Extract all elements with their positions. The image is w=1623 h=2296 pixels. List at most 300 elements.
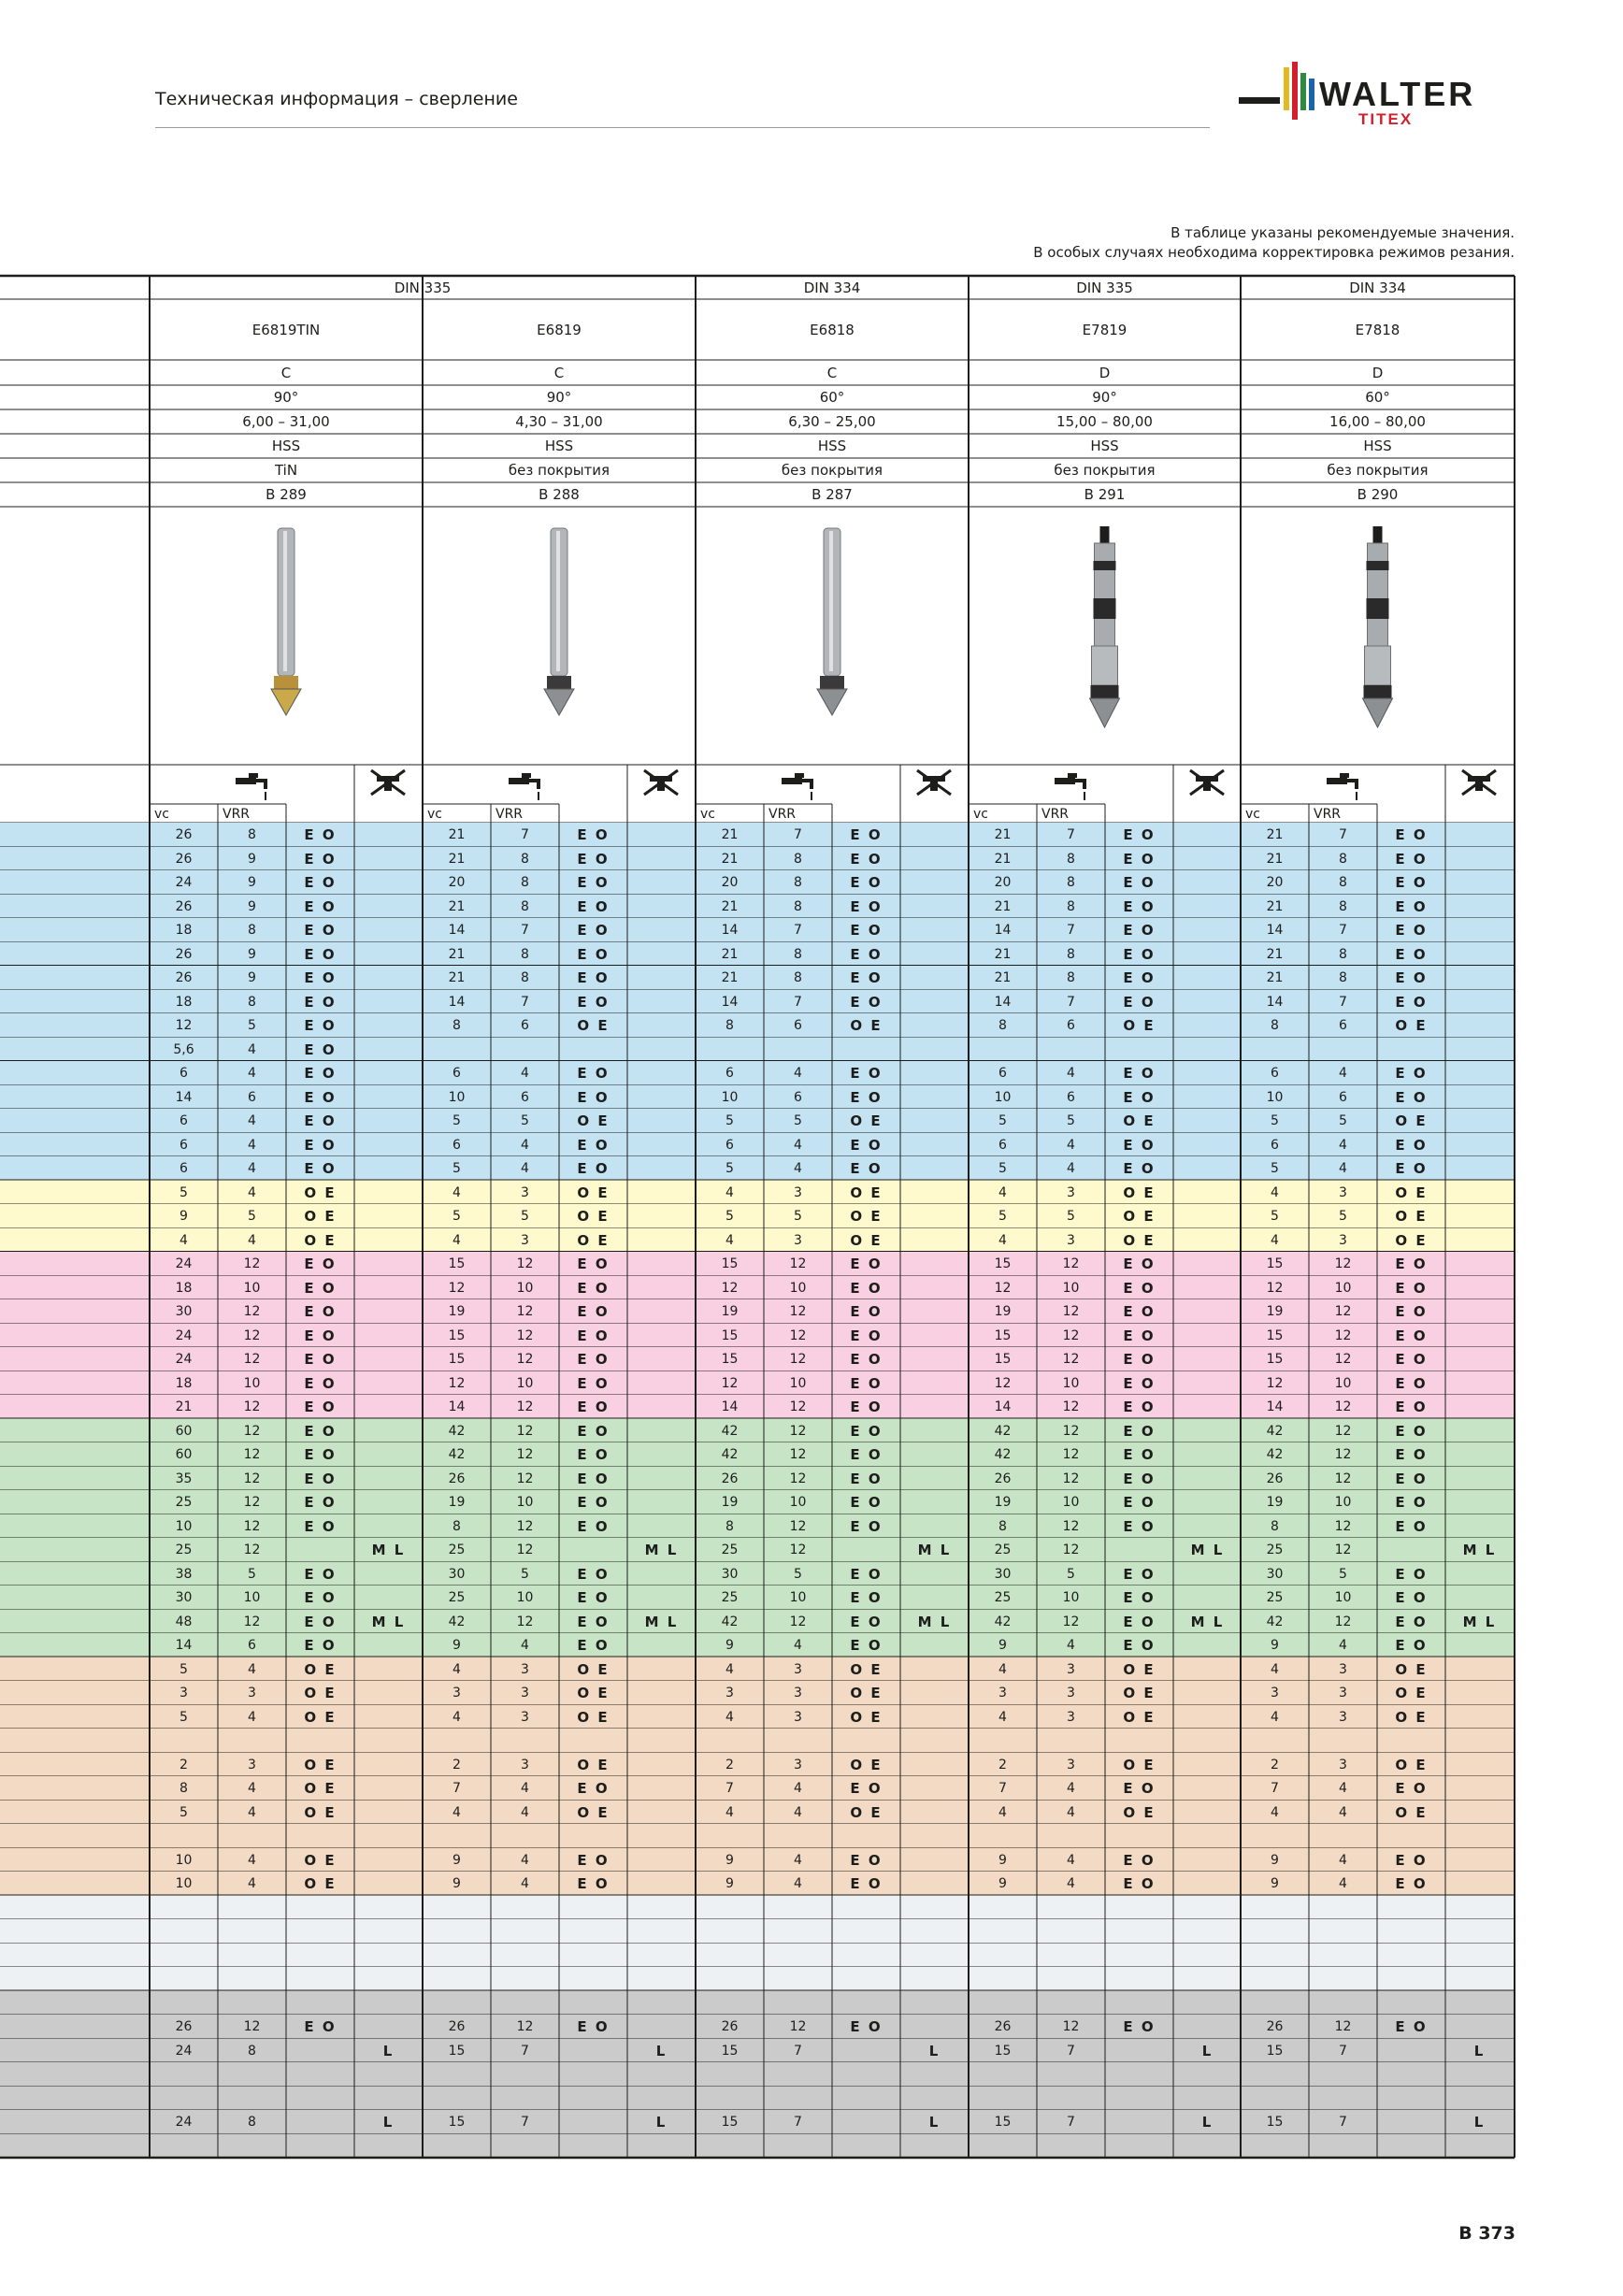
vrr-value: 4 — [794, 1161, 802, 1176]
vrr-value: 8 — [248, 923, 256, 938]
vrr-value: 5 — [248, 1566, 256, 1582]
vrr-value: 4 — [1067, 1781, 1075, 1796]
coolant-code: E O — [1395, 1351, 1428, 1368]
vrr-value: 4 — [521, 1852, 529, 1868]
vrr-value: 8 — [1067, 898, 1075, 914]
vc-label: vc — [1245, 807, 1260, 822]
coolant-code: E O — [1395, 1565, 1428, 1583]
coolant-code: E O — [850, 1422, 883, 1440]
vrr-value: 7 — [1339, 827, 1347, 842]
vrr-value: 10 — [789, 1375, 807, 1391]
coolant-code: O E — [577, 1685, 610, 1701]
tool-code: E7819 — [1082, 321, 1127, 338]
coolant-tap-icon — [236, 773, 266, 800]
vrr-value: 4 — [794, 1137, 802, 1153]
logo-brand: WALTER — [1319, 75, 1476, 113]
vc-value: 24 — [175, 1327, 193, 1343]
vc-label: vc — [973, 807, 988, 822]
vc-value: 9 — [1271, 1876, 1279, 1891]
vc-value: 19 — [994, 1304, 1012, 1319]
vrr-value: 7 — [794, 2043, 802, 2059]
vrr-value: 8 — [1339, 875, 1347, 890]
vrr-value: 12 — [516, 1256, 534, 1271]
coolant-code: E O — [1395, 1613, 1428, 1630]
row-background — [0, 1919, 1515, 1944]
coolant-code: O E — [577, 1708, 610, 1726]
vc-value: 4 — [1271, 1232, 1279, 1248]
coolant-code: E O — [577, 1160, 610, 1177]
coolant-code: E O — [850, 2018, 883, 2035]
vrr-value: 12 — [1334, 2019, 1352, 2034]
vc-value: 4 — [1271, 1184, 1279, 1200]
coolant-code: E O — [1395, 1256, 1428, 1272]
vrr-value: 9 — [248, 898, 256, 914]
vc-value: 9 — [452, 1852, 461, 1868]
tool-range: 4,30 – 31,00 — [515, 413, 603, 430]
coolant-code: E O — [850, 945, 883, 963]
vc-label: vc — [427, 807, 442, 822]
vc-value: 8 — [725, 1518, 734, 1534]
vc-value: 15 — [721, 2115, 739, 2130]
vc-value: 30 — [721, 1566, 739, 1582]
vrr-value: 4 — [521, 1876, 529, 1891]
coolant-code: E O — [1395, 1160, 1428, 1177]
vc-value: 30 — [1266, 1566, 1284, 1582]
vrr-value: 7 — [1067, 2115, 1075, 2130]
vrr-value: 12 — [243, 1399, 261, 1414]
dry-machining-icon — [644, 770, 678, 795]
coolant-code: E O — [304, 993, 337, 1011]
vrr-value: 8 — [521, 946, 529, 962]
vrr-value: 4 — [248, 1852, 256, 1868]
vc-value: 8 — [452, 1518, 461, 1534]
vc-value: 42 — [1266, 1614, 1284, 1629]
coolant-code: E O — [577, 1613, 610, 1630]
vrr-value: 4 — [1339, 1161, 1347, 1176]
group-label: DIN 334 — [1349, 280, 1406, 296]
vc-value: 26 — [175, 970, 193, 985]
vc-value: 6 — [180, 1113, 188, 1128]
coolant-code: E O — [1395, 1875, 1428, 1892]
tool-code: E6818 — [810, 321, 855, 338]
coolant-code: E O — [850, 1351, 883, 1368]
vc-value: 26 — [175, 898, 193, 914]
vc-value: 26 — [448, 1471, 466, 1486]
coolant-code: E O — [577, 826, 610, 843]
coolant-code: O E — [850, 1708, 883, 1726]
row-background — [0, 1896, 1515, 1920]
coolant-code: O E — [1123, 1803, 1156, 1821]
vrr-value: 3 — [794, 1661, 802, 1677]
row-background — [0, 1967, 1515, 1991]
vc-value: 9 — [998, 1852, 1007, 1868]
vrr-value: 7 — [521, 923, 529, 938]
vrr-value: 12 — [516, 1399, 534, 1414]
vrr-value: 4 — [1067, 1066, 1075, 1081]
vrr-value: 12 — [789, 2019, 807, 2034]
coolant-code: E O — [577, 1851, 610, 1869]
vc-value: 38 — [175, 1566, 193, 1582]
vrr-value: 10 — [243, 1280, 261, 1296]
coolant-code: O E — [1395, 1231, 1428, 1249]
vrr-value: 5 — [248, 1018, 256, 1033]
coolant-code: O E — [850, 1017, 883, 1034]
coolant-code: E O — [304, 1040, 337, 1058]
vrr-value: 6 — [1067, 1018, 1075, 1033]
vrr-value: 12 — [243, 1543, 261, 1557]
tool-range: 16,00 – 80,00 — [1329, 413, 1426, 430]
vc-value: 12 — [994, 1280, 1012, 1296]
coolant-code: E O — [577, 1446, 610, 1463]
coolant-code: E O — [850, 1875, 883, 1892]
vc-value: 8 — [452, 1018, 461, 1033]
tool-angle: 90° — [546, 389, 572, 406]
vc-value: 5 — [452, 1209, 461, 1224]
vc-value: 14 — [448, 1399, 466, 1414]
coolant-code: E O — [850, 1589, 883, 1606]
vrr-value: 7 — [521, 994, 529, 1010]
vc-value: 6 — [1271, 1137, 1279, 1153]
vc-value: 5 — [998, 1113, 1007, 1128]
vc-value: 12 — [1266, 1280, 1284, 1296]
vrr-value: 8 — [521, 875, 529, 890]
vrr-value: 3 — [521, 1661, 529, 1677]
vrr-value: 12 — [243, 1304, 261, 1319]
coolant-code: O E — [577, 1660, 610, 1678]
vc-value: 12 — [721, 1280, 739, 1296]
vc-value: 6 — [998, 1066, 1007, 1081]
group-label: DIN 335 — [394, 280, 452, 296]
tool-material: HSS — [544, 438, 574, 454]
tool-code: E6819TIN — [251, 321, 321, 338]
vc-value: 9 — [180, 1209, 188, 1224]
vrr-value: 8 — [248, 2043, 256, 2059]
vc-value: 26 — [175, 946, 193, 962]
coolant-code: O E — [1395, 1685, 1428, 1701]
dry-code: L — [655, 2114, 668, 2131]
vc-value: 4 — [725, 1232, 734, 1248]
dry-code: M L — [371, 1542, 406, 1558]
coolant-code: E O — [1395, 897, 1428, 915]
vc-value: 2 — [1271, 1757, 1279, 1772]
coolant-code: O E — [304, 1184, 337, 1201]
tool-angle: 60° — [819, 389, 845, 406]
coolant-code: E O — [850, 874, 883, 891]
coolant-code: E O — [1395, 922, 1428, 939]
vrr-value: 12 — [1334, 1518, 1352, 1534]
vc-value: 4 — [998, 1184, 1007, 1200]
vrr-value: 6 — [248, 1638, 256, 1653]
coolant-code: E O — [304, 1637, 337, 1654]
tool-range: 6,00 – 31,00 — [242, 413, 330, 430]
vrr-value: 12 — [789, 1256, 807, 1271]
note-line-2: В особых случаях необходима корректировка режимов резания. — [1033, 244, 1515, 261]
vrr-value: 4 — [1067, 1638, 1075, 1653]
vrr-value: 8 — [1067, 851, 1075, 867]
tool-page: B 288 — [539, 486, 580, 503]
coolant-code: E O — [1123, 1256, 1156, 1272]
tool-form: C — [553, 364, 565, 381]
coolant-code: E O — [577, 1470, 610, 1487]
coolant-code: O E — [850, 1803, 883, 1821]
vrr-value: 7 — [1339, 2043, 1347, 2059]
vrr-value: 12 — [1334, 1352, 1352, 1367]
tool-page: B 287 — [812, 486, 853, 503]
vc-value: 21 — [448, 851, 466, 867]
vc-value: 42 — [1266, 1423, 1284, 1439]
row-background — [0, 1944, 1515, 1968]
vrr-value: 12 — [1062, 1352, 1080, 1367]
vc-value: 21 — [721, 970, 739, 985]
coolant-code: E O — [304, 826, 337, 843]
vrr-value: 4 — [521, 1781, 529, 1796]
vrr-value: 3 — [794, 1184, 802, 1200]
vc-label: vc — [154, 807, 169, 822]
vc-value: 21 — [721, 827, 739, 842]
vc-value: 26 — [1266, 1471, 1284, 1486]
tool-page: B 289 — [266, 486, 307, 503]
vc-value: 15 — [994, 2115, 1012, 2130]
vc-value: 48 — [175, 1614, 193, 1629]
vrr-value: 10 — [1334, 1590, 1352, 1605]
dry-code: L — [382, 2042, 395, 2059]
vc-value: 42 — [721, 1614, 739, 1629]
vrr-value: 12 — [1334, 1399, 1352, 1414]
vc-value: 15 — [1266, 1352, 1284, 1367]
vc-value: 42 — [448, 1447, 466, 1462]
tool-range: 15,00 – 80,00 — [1056, 413, 1153, 430]
vrr-value: 4 — [1339, 1137, 1347, 1153]
vc-value: 20 — [1266, 875, 1284, 890]
vc-value: 12 — [1266, 1375, 1284, 1391]
vc-value: 25 — [1266, 1590, 1284, 1605]
vc-value: 24 — [175, 2043, 193, 2059]
coolant-code: E O — [577, 1565, 610, 1583]
coolant-code: E O — [850, 993, 883, 1011]
vc-value: 14 — [994, 1399, 1012, 1414]
vc-value: 30 — [175, 1590, 193, 1605]
vrr-value: 8 — [1339, 851, 1347, 867]
vc-value: 21 — [994, 946, 1012, 962]
vc-value: 30 — [448, 1566, 466, 1582]
vc-value: 42 — [994, 1423, 1012, 1439]
dry-machining-icon — [1462, 770, 1496, 795]
tool-material: HSS — [1363, 438, 1392, 454]
vrr-value: 12 — [1062, 1423, 1080, 1439]
vrr-value: 6 — [521, 1089, 529, 1105]
vc-value: 9 — [1271, 1852, 1279, 1868]
coolant-code: O E — [577, 1208, 610, 1225]
vrr-value: 12 — [789, 1447, 807, 1462]
vc-value: 4 — [452, 1232, 461, 1248]
coolant-code: O E — [1123, 1660, 1156, 1678]
vrr-value: 8 — [1339, 946, 1347, 962]
vrr-value: 8 — [794, 946, 802, 962]
vrr-value: 12 — [1062, 1447, 1080, 1462]
vrr-value: 3 — [521, 1709, 529, 1725]
coolant-code: E O — [1123, 1851, 1156, 1869]
vrr-value: 7 — [1067, 923, 1075, 938]
coolant-code: E O — [1395, 1517, 1428, 1535]
vc-value: 19 — [721, 1304, 739, 1319]
vrr-value: 3 — [1067, 1757, 1075, 1772]
coolant-code: E O — [1395, 874, 1428, 891]
coolant-code: E O — [1123, 922, 1156, 939]
vrr-value: 4 — [1339, 1876, 1347, 1891]
vc-value: 8 — [725, 1018, 734, 1033]
coolant-code: E O — [850, 1160, 883, 1177]
coolant-code: E O — [1123, 1160, 1156, 1177]
coolant-code: E O — [577, 1279, 610, 1297]
vc-value: 15 — [994, 1352, 1012, 1367]
coolant-code: E O — [304, 1017, 337, 1034]
vrr-value: 8 — [1339, 898, 1347, 914]
vrr-value: 7 — [794, 994, 802, 1010]
vc-value: 9 — [725, 1638, 734, 1653]
vrr-value: 12 — [1334, 1256, 1352, 1271]
group-label: DIN 335 — [1076, 280, 1133, 296]
vrr-value: 12 — [789, 1304, 807, 1319]
dry-code: M L — [917, 1613, 952, 1630]
coolant-code: E O — [1123, 1565, 1156, 1583]
vrr-value: 7 — [1067, 827, 1075, 842]
vc-value: 19 — [721, 1495, 739, 1510]
coolant-code: E O — [577, 1303, 610, 1320]
coolant-code: E O — [850, 1327, 883, 1344]
vrr-value: 4 — [794, 1066, 802, 1081]
vrr-value: 7 — [1339, 2115, 1347, 2130]
vrr-value: 4 — [248, 1066, 256, 1081]
coolant-code: E O — [1123, 1351, 1156, 1368]
vrr-value: 12 — [243, 1447, 261, 1462]
dry-code: L — [382, 2114, 395, 2131]
vc-value: 26 — [175, 827, 193, 842]
coolant-code: E O — [577, 1494, 610, 1511]
vrr-value: 12 — [243, 1518, 261, 1534]
coolant-code: E O — [1123, 1589, 1156, 1606]
coolant-code: O E — [577, 1756, 610, 1773]
coolant-code: E O — [304, 1351, 337, 1368]
vrr-value: 12 — [1062, 1327, 1080, 1343]
vc-value: 15 — [448, 1327, 466, 1343]
vc-value: 2 — [452, 1757, 461, 1772]
vrr-value: 12 — [1062, 1399, 1080, 1414]
coolant-code: E O — [1395, 1851, 1428, 1869]
coolant-code: O E — [1395, 1708, 1428, 1726]
tool-coating: без покрытия — [508, 462, 610, 479]
vc-value: 4 — [998, 1232, 1007, 1248]
vc-value: 3 — [1271, 1686, 1279, 1700]
vrr-value: 5 — [1067, 1566, 1075, 1582]
vc-value: 26 — [721, 1471, 739, 1486]
vrr-value: 5 — [1067, 1113, 1075, 1128]
coolant-code: E O — [577, 1351, 610, 1368]
vrr-value: 5 — [1339, 1113, 1347, 1128]
vrr-label: VRR — [223, 807, 251, 822]
vc-value: 4 — [452, 1804, 461, 1820]
vc-value: 12 — [448, 1375, 466, 1391]
tool-coating: без покрытия — [1054, 462, 1156, 479]
vc-value: 21 — [448, 946, 466, 962]
coolant-code: O E — [850, 1660, 883, 1678]
vc-value: 12 — [994, 1375, 1012, 1391]
vrr-value: 6 — [521, 1018, 529, 1033]
coolant-code: O E — [1123, 1685, 1156, 1701]
vrr-value: 12 — [1062, 1256, 1080, 1271]
coolant-code: E O — [850, 1399, 883, 1415]
vrr-value: 3 — [794, 1686, 802, 1700]
coolant-code: O E — [304, 1685, 337, 1701]
vrr-value: 5 — [248, 1209, 256, 1224]
tool-angle: 60° — [1365, 389, 1390, 406]
vc-value: 15 — [448, 2115, 466, 2130]
coolant-code: E O — [304, 1374, 337, 1392]
vrr-value: 12 — [243, 1352, 261, 1367]
vrr-value: 12 — [516, 1352, 534, 1367]
vc-value: 21 — [994, 970, 1012, 985]
coolant-code: E O — [850, 1494, 883, 1511]
vrr-value: 12 — [1062, 1304, 1080, 1319]
vrr-label: VRR — [496, 807, 524, 822]
vrr-value: 10 — [1334, 1280, 1352, 1296]
coolant-code: E O — [1123, 1494, 1156, 1511]
coolant-code: E O — [1123, 1399, 1156, 1415]
row-background — [0, 2134, 1515, 2159]
vc-value: 21 — [994, 827, 1012, 842]
coolant-code: O E — [1395, 1660, 1428, 1678]
vrr-value: 12 — [789, 1399, 807, 1414]
vc-value: 5,6 — [173, 1041, 194, 1057]
coolant-code: O E — [1395, 1803, 1428, 1821]
vrr-value: 3 — [1339, 1184, 1347, 1200]
vrr-value: 12 — [1334, 1423, 1352, 1439]
vc-value: 5 — [180, 1661, 188, 1677]
vrr-value: 7 — [521, 827, 529, 842]
vrr-value: 10 — [243, 1375, 261, 1391]
vc-value: 15 — [721, 1327, 739, 1343]
coolant-code: O E — [304, 1803, 337, 1821]
vc-value: 9 — [998, 1638, 1007, 1653]
vc-value: 42 — [994, 1447, 1012, 1462]
vrr-value: 4 — [1339, 1066, 1347, 1081]
vc-value: 2 — [725, 1757, 734, 1772]
tool-form: C — [280, 364, 292, 381]
vc-value: 6 — [180, 1161, 188, 1176]
vc-value: 15 — [994, 1256, 1012, 1271]
tool-coating: без покрытия — [1327, 462, 1429, 479]
vrr-value: 12 — [1334, 1327, 1352, 1343]
vc-value: 5 — [1271, 1209, 1279, 1224]
vrr-value: 8 — [794, 875, 802, 890]
coolant-code: E O — [577, 922, 610, 939]
coolant-code: E O — [304, 1517, 337, 1535]
vc-value: 10 — [1266, 1089, 1284, 1105]
vc-value: 21 — [721, 851, 739, 867]
coolant-code: E O — [850, 850, 883, 868]
coolant-code: O E — [577, 1112, 610, 1129]
coolant-code: O E — [850, 1208, 883, 1225]
vrr-value: 4 — [248, 1232, 256, 1248]
tool-coating: без покрытия — [781, 462, 883, 479]
coolant-code: E O — [1395, 945, 1428, 963]
vc-value: 30 — [994, 1566, 1012, 1582]
vc-value: 21 — [1266, 827, 1284, 842]
vc-value: 7 — [998, 1781, 1007, 1796]
vc-value: 4 — [1271, 1661, 1279, 1677]
vc-value: 5 — [180, 1709, 188, 1725]
coolant-tap-icon — [1055, 773, 1084, 800]
vrr-label: VRR — [1314, 807, 1342, 822]
